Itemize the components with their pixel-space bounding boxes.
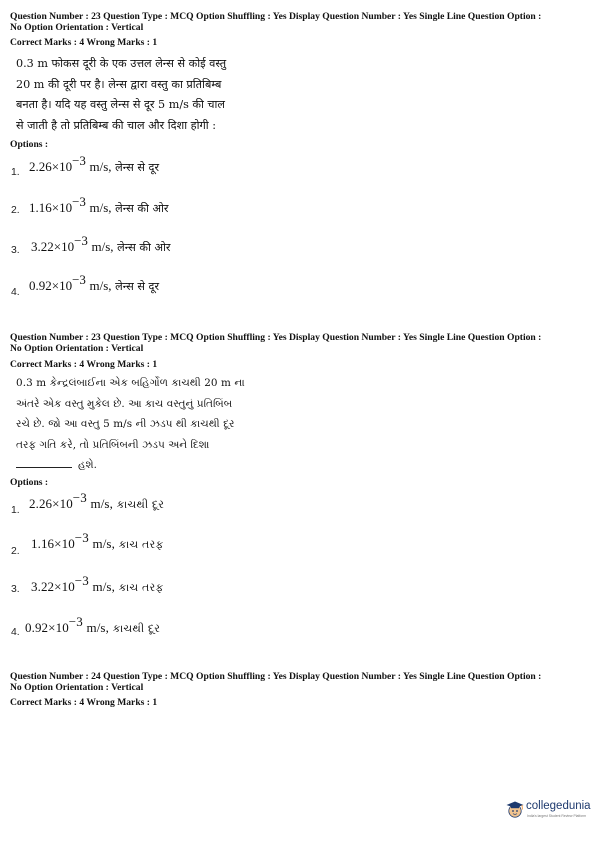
option-coef: 1.16 bbox=[29, 200, 52, 215]
option-number: 3. bbox=[11, 584, 20, 595]
option-exponent: −3 bbox=[74, 233, 88, 248]
question-text bbox=[16, 373, 276, 476]
option-2[interactable] bbox=[31, 530, 164, 552]
option-unit: m/s, bbox=[89, 200, 112, 215]
question-line: से जाती है तो प्रतिबिम्ब की चाल और दिशा होगी : bbox=[16, 118, 217, 132]
option-exponent: −3 bbox=[72, 153, 86, 168]
question-header bbox=[10, 12, 585, 33]
option-unit: m/s, bbox=[90, 496, 113, 511]
option-direction: કાચ તરફ bbox=[118, 581, 164, 594]
option-unit: m/s, bbox=[92, 579, 115, 594]
option-coef: 3.22 bbox=[31, 239, 54, 254]
option-exponent: −3 bbox=[72, 272, 86, 287]
collegedunia-logo bbox=[505, 797, 591, 823]
question-line: 0.3 m કેન્દ્રલંબાઈના એક બહિર્ગોળ કાચથી 20 m ના bbox=[16, 377, 245, 389]
option-coef: 0.92 bbox=[25, 620, 49, 635]
question-marks: Correct Marks : 4 Wrong Marks : 1 bbox=[10, 37, 158, 48]
option-number: 2. bbox=[11, 205, 20, 216]
question-text bbox=[16, 54, 268, 136]
question-line: તરફ ગતિ કરે, તો પ્રતિબિંબની ઝડપ અને દિશા bbox=[16, 438, 210, 451]
logo-wordmark: collegedunia bbox=[526, 800, 591, 812]
option-base: 10 bbox=[59, 200, 73, 215]
question-header bbox=[10, 672, 585, 693]
question-line: 20 m की दूरी पर है। लेन्स द्वारा वस्तु का प्रतिबिम्ब bbox=[16, 77, 222, 91]
option-base: 10 bbox=[61, 239, 75, 254]
option-number: 4. bbox=[11, 287, 20, 298]
option-coef: 2.26 bbox=[29, 159, 52, 174]
option-direction: लेन्स से दूर bbox=[115, 280, 160, 293]
option-base: 10 bbox=[59, 496, 73, 511]
times-sign: × bbox=[51, 159, 60, 174]
times-sign: × bbox=[51, 200, 60, 215]
question-header bbox=[10, 333, 585, 354]
option-base: 10 bbox=[61, 536, 75, 551]
option-4[interactable] bbox=[25, 614, 160, 636]
question-line-end: હશે. bbox=[78, 459, 98, 472]
option-unit: m/s, bbox=[86, 620, 109, 635]
times-sign: × bbox=[53, 239, 62, 254]
options-label: Options : bbox=[10, 477, 49, 488]
option-base: 10 bbox=[59, 278, 73, 293]
option-2[interactable] bbox=[29, 194, 168, 216]
option-direction: કાચથી દૂર bbox=[112, 622, 161, 635]
option-unit: m/s, bbox=[91, 239, 114, 254]
option-3[interactable] bbox=[31, 233, 170, 255]
question-marks: Correct Marks : 4 Wrong Marks : 1 bbox=[10, 359, 158, 370]
times-sign: × bbox=[54, 536, 62, 551]
options-label: Options : bbox=[10, 139, 49, 150]
option-exponent: −3 bbox=[68, 614, 83, 629]
graduate-mascot-icon bbox=[505, 799, 525, 819]
option-exponent: −3 bbox=[74, 573, 89, 588]
question-header-line2: No Option Orientation : Vertical bbox=[10, 681, 144, 693]
question-header-line1: Question Number : 24 Question Type : MCQ Option Shuffling : Yes Display Question Number : Yes Single Line Question Option : bbox=[10, 671, 542, 682]
times-sign: × bbox=[48, 620, 56, 635]
question-line bbox=[16, 455, 276, 476]
option-number: 1. bbox=[11, 505, 20, 516]
option-exponent: −3 bbox=[74, 530, 89, 545]
option-number: 2. bbox=[11, 546, 20, 557]
option-direction: लेन्स की ओर bbox=[117, 241, 171, 254]
option-exponent: −3 bbox=[72, 490, 87, 505]
times-sign: × bbox=[52, 496, 60, 511]
option-unit: m/s, bbox=[92, 536, 115, 551]
option-direction: કાચ તરફ bbox=[118, 538, 164, 551]
option-base: 10 bbox=[59, 159, 73, 174]
question-header-line2: No Option Orientation : Vertical bbox=[10, 342, 144, 354]
option-coef: 1.16 bbox=[31, 536, 55, 551]
question-marks: Correct Marks : 4 Wrong Marks : 1 bbox=[10, 697, 158, 708]
option-coef: 3.22 bbox=[31, 579, 55, 594]
question-line: રચે છે. જો આ વસ્તુ 5 m/s ની ઝડપ થી કાચથી દૂર bbox=[16, 418, 235, 431]
option-direction: કાચથી દૂર bbox=[116, 498, 165, 511]
question-line: અંતરે એક વસ્તુ મુકેલ છે. આ કાચ વસ્તુનું પ્રતિબિંબ bbox=[16, 397, 233, 410]
option-1[interactable] bbox=[29, 490, 164, 512]
option-coef: 0.92 bbox=[29, 278, 52, 293]
times-sign: × bbox=[54, 579, 62, 594]
question-header-line1: Question Number : 23 Question Type : MCQ Option Shuffling : Yes Display Question Number : Yes Single Line Question Option : bbox=[10, 11, 542, 22]
option-number: 1. bbox=[11, 167, 20, 178]
question-line: 0.3 m फोकस दूरी के एक उत्तल लेन्स से कोई वस्तु bbox=[16, 57, 227, 70]
option-4[interactable] bbox=[29, 272, 159, 294]
option-coef: 2.26 bbox=[29, 496, 53, 511]
question-line: बनता है। यदि यह वस्तु लेन्स से दूर 5 m/s की चाल bbox=[16, 98, 226, 112]
option-exponent: −3 bbox=[72, 194, 86, 209]
option-3[interactable] bbox=[31, 573, 164, 595]
times-sign: × bbox=[51, 278, 60, 293]
option-unit: m/s, bbox=[89, 159, 112, 174]
logo-tagline: India's largest Student Review Platform bbox=[527, 814, 587, 818]
answer-blank bbox=[16, 467, 72, 468]
option-direction: लेन्स की ओर bbox=[115, 202, 169, 215]
option-number: 4. bbox=[11, 627, 20, 638]
option-base: 10 bbox=[61, 579, 75, 594]
option-number: 3. bbox=[11, 245, 20, 256]
question-header-line2: No Option Orientation : Vertical bbox=[10, 21, 144, 33]
option-base: 10 bbox=[55, 620, 69, 635]
option-unit: m/s, bbox=[89, 278, 112, 293]
option-1[interactable] bbox=[29, 153, 159, 175]
option-direction: लेन्स से दूर bbox=[115, 161, 160, 174]
question-header-line1: Question Number : 23 Question Type : MCQ Option Shuffling : Yes Display Question Number : Yes Single Line Question Option : bbox=[10, 332, 542, 343]
